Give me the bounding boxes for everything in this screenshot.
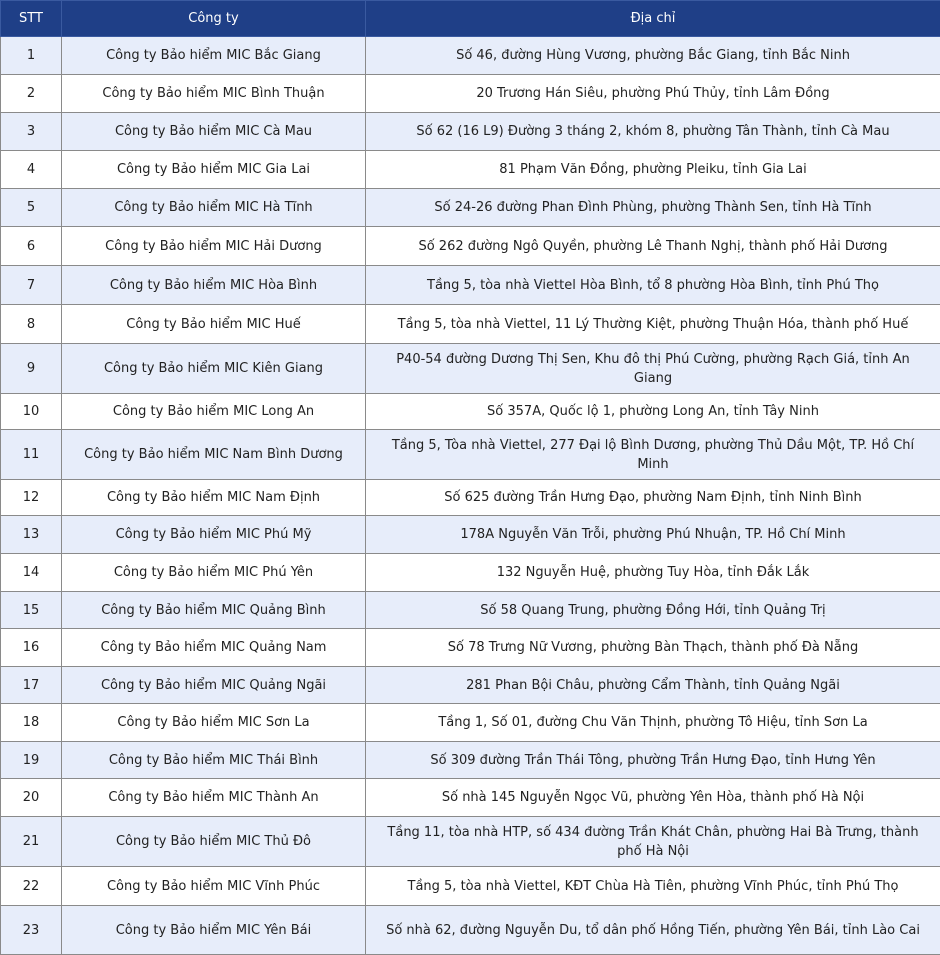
row-address: 81 Phạm Văn Đồng, phường Pleiku, tỉnh Gia Lai <box>366 151 940 189</box>
row-company: Công ty Bảo hiểm MIC Huế <box>62 305 366 344</box>
row-address: P40-54 đường Dương Thị Sen, Khu đô thị Phú Cường, phường Rạch Giá, tỉnh An Giang <box>366 344 940 394</box>
row-company: Công ty Bảo hiểm MIC Phú Yên <box>62 554 366 592</box>
table-row <box>1 480 940 516</box>
row-company: Công ty Bảo hiểm MIC Quảng Bình <box>62 592 366 629</box>
row-company: Công ty Bảo hiểm MIC Hòa Bình <box>62 266 366 305</box>
row-stt: 4 <box>1 151 62 189</box>
row-company: Công ty Bảo hiểm MIC Sơn La <box>62 704 366 742</box>
row-address: Số 309 đường Trần Thái Tông, phường Trần Hưng Đạo, tỉnh Hưng Yên <box>366 742 940 779</box>
row-stt: 2 <box>1 75 62 113</box>
row-address: 178A Nguyễn Văn Trỗi, phường Phú Nhuận, TP. Hồ Chí Minh <box>366 516 940 554</box>
row-address: Tầng 5, tòa nhà Viettel, 11 Lý Thường Kiệt, phường Thuận Hóa, thành phố Huế <box>366 305 940 344</box>
row-company: Công ty Bảo hiểm MIC Bình Thuận <box>62 75 366 113</box>
row-stt: 20 <box>1 779 62 817</box>
row-stt: 1 <box>1 37 62 75</box>
table-row <box>1 704 940 742</box>
row-address: Số 625 đường Trần Hưng Đạo, phường Nam Định, tỉnh Ninh Bình <box>366 480 940 516</box>
row-company: Công ty Bảo hiểm MIC Kiên Giang <box>62 344 366 394</box>
table-row <box>1 779 940 817</box>
header-company: Công ty <box>62 1 366 37</box>
row-company: Công ty Bảo hiểm MIC Quảng Ngãi <box>62 667 366 704</box>
row-address: 132 Nguyễn Huệ, phường Tuy Hòa, tỉnh Đắk Lắk <box>366 554 940 592</box>
row-address: Tầng 5, tòa nhà Viettel, KĐT Chùa Hà Tiên, phường Vĩnh Phúc, tỉnh Phú Thọ <box>366 867 940 906</box>
row-stt: 5 <box>1 189 62 227</box>
row-address: Tầng 5, Tòa nhà Viettel, 277 Đại lộ Bình Dương, phường Thủ Dầu Một, TP. Hồ Chí Minh <box>366 430 940 480</box>
row-address: Số 357A, Quốc lộ 1, phường Long An, tỉnh Tây Ninh <box>366 394 940 430</box>
row-stt: 15 <box>1 592 62 629</box>
row-address: Số 24-26 đường Phan Đình Phùng, phường Thành Sen, tỉnh Hà Tĩnh <box>366 189 940 227</box>
table-row <box>1 75 940 113</box>
table-row <box>1 189 940 227</box>
row-address: Số nhà 145 Nguyễn Ngọc Vũ, phường Yên Hòa, thành phố Hà Nội <box>366 779 940 817</box>
table-row <box>1 867 940 906</box>
row-stt: 13 <box>1 516 62 554</box>
table-row <box>1 266 940 305</box>
row-address: Số 78 Trưng Nữ Vương, phường Bàn Thạch, thành phố Đà Nẵng <box>366 629 940 667</box>
row-stt: 18 <box>1 704 62 742</box>
row-stt: 22 <box>1 867 62 906</box>
row-stt: 9 <box>1 344 62 394</box>
table-row <box>1 151 940 189</box>
row-stt: 8 <box>1 305 62 344</box>
row-address: Số 58 Quang Trung, phường Đồng Hới, tỉnh Quảng Trị <box>366 592 940 629</box>
table-row <box>1 629 940 667</box>
table-row <box>1 394 940 430</box>
row-company: Công ty Bảo hiểm MIC Hải Dương <box>62 227 366 266</box>
table-row <box>1 592 940 629</box>
row-address: Số nhà 62, đường Nguyễn Du, tổ dân phố Hồng Tiến, phường Yên Bái, tỉnh Lào Cai <box>366 906 940 955</box>
table-row <box>1 906 940 955</box>
table-row <box>1 817 940 867</box>
row-stt: 12 <box>1 480 62 516</box>
row-address: Số 46, đường Hùng Vương, phường Bắc Giang, tỉnh Bắc Ninh <box>366 37 940 75</box>
row-address: Tầng 5, tòa nhà Viettel Hòa Bình, tổ 8 phường Hòa Bình, tỉnh Phú Thọ <box>366 266 940 305</box>
table-row <box>1 344 940 394</box>
row-company: Công ty Bảo hiểm MIC Hà Tĩnh <box>62 189 366 227</box>
table-row <box>1 305 940 344</box>
row-stt: 21 <box>1 817 62 867</box>
row-company: Công ty Bảo hiểm MIC Long An <box>62 394 366 430</box>
table-row <box>1 227 940 266</box>
row-stt: 16 <box>1 629 62 667</box>
table-row <box>1 113 940 151</box>
row-address: Số 262 đường Ngô Quyền, phường Lê Thanh Nghị, thành phố Hải Dương <box>366 227 940 266</box>
table-header-row <box>1 1 940 37</box>
row-company: Công ty Bảo hiểm MIC Quảng Nam <box>62 629 366 667</box>
row-company: Công ty Bảo hiểm MIC Yên Bái <box>62 906 366 955</box>
row-company: Công ty Bảo hiểm MIC Nam Bình Dương <box>62 430 366 480</box>
row-address: Tầng 11, tòa nhà HTP, số 434 đường Trần Khát Chân, phường Hai Bà Trưng, thành phố Hà Nội <box>366 817 940 867</box>
row-stt: 3 <box>1 113 62 151</box>
row-stt: 10 <box>1 394 62 430</box>
row-stt: 17 <box>1 667 62 704</box>
row-company: Công ty Bảo hiểm MIC Thành An <box>62 779 366 817</box>
row-address: Số 62 (16 L9) Đường 3 tháng 2, khóm 8, phường Tân Thành, tỉnh Cà Mau <box>366 113 940 151</box>
row-stt: 6 <box>1 227 62 266</box>
row-stt: 11 <box>1 430 62 480</box>
row-stt: 14 <box>1 554 62 592</box>
row-address: Tầng 1, Số 01, đường Chu Văn Thịnh, phường Tô Hiệu, tỉnh Sơn La <box>366 704 940 742</box>
row-company: Công ty Bảo hiểm MIC Nam Định <box>62 480 366 516</box>
row-stt: 23 <box>1 906 62 955</box>
header-address: Địa chỉ <box>366 1 940 37</box>
table-row <box>1 516 940 554</box>
row-address: 20 Trương Hán Siêu, phường Phú Thủy, tỉnh Lâm Đồng <box>366 75 940 113</box>
table-row <box>1 742 940 779</box>
row-address: 281 Phan Bội Châu, phường Cẩm Thành, tỉnh Quảng Ngãi <box>366 667 940 704</box>
row-company: Công ty Bảo hiểm MIC Cà Mau <box>62 113 366 151</box>
row-stt: 7 <box>1 266 62 305</box>
row-company: Công ty Bảo hiểm MIC Phú Mỹ <box>62 516 366 554</box>
row-stt: 19 <box>1 742 62 779</box>
table-row <box>1 430 940 480</box>
table-row <box>1 37 940 75</box>
table-row <box>1 554 940 592</box>
header-stt: STT <box>1 1 62 37</box>
table-row <box>1 667 940 704</box>
row-company: Công ty Bảo hiểm MIC Vĩnh Phúc <box>62 867 366 906</box>
row-company: Công ty Bảo hiểm MIC Bắc Giang <box>62 37 366 75</box>
row-company: Công ty Bảo hiểm MIC Gia Lai <box>62 151 366 189</box>
row-company: Công ty Bảo hiểm MIC Thái Bình <box>62 742 366 779</box>
row-company: Công ty Bảo hiểm MIC Thủ Đô <box>62 817 366 867</box>
